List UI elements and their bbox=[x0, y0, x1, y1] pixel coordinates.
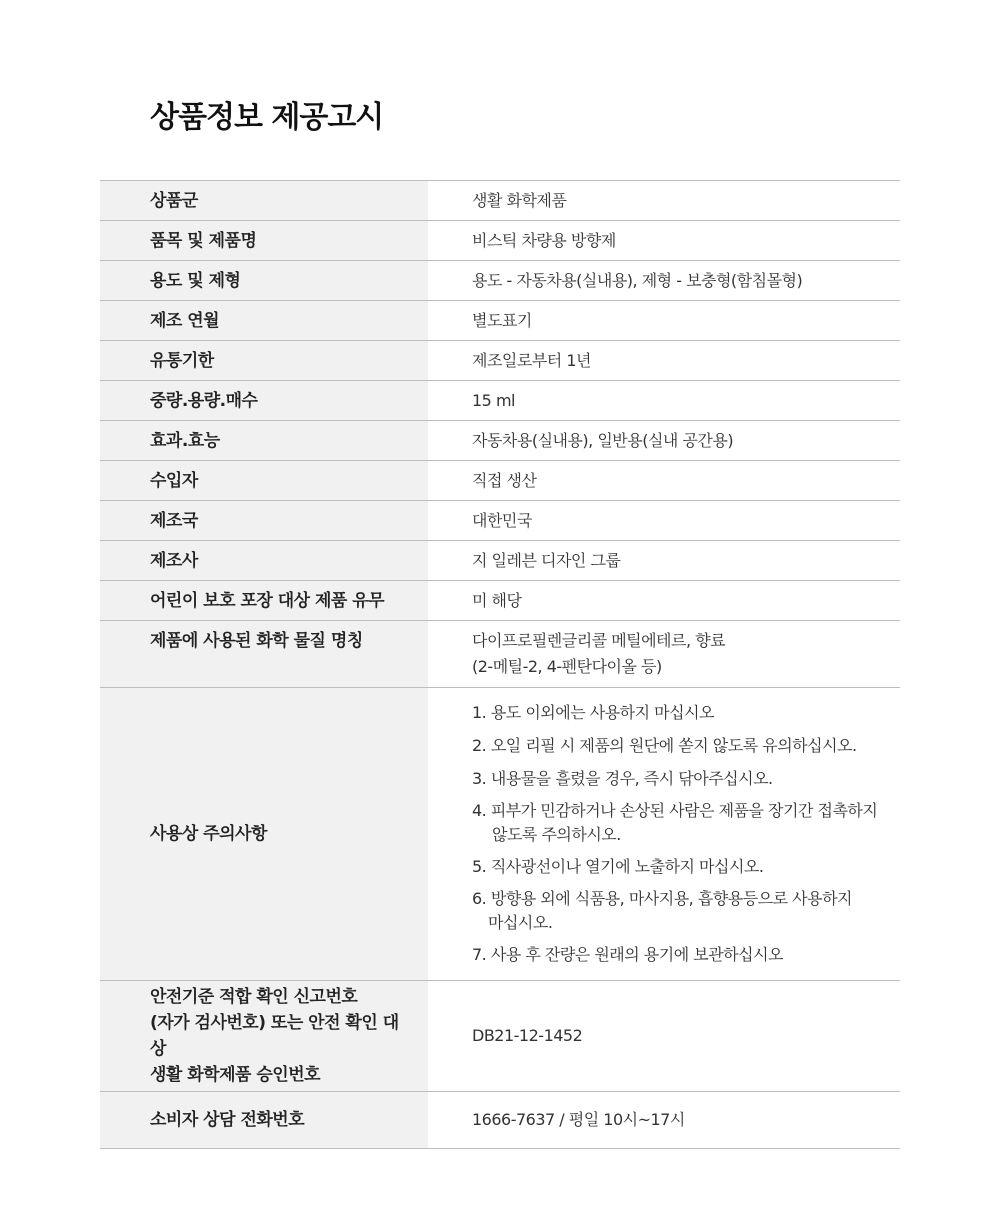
row-value: 1666-7637 / 평일 10시~17시 bbox=[472, 1110, 685, 1129]
row-label: 상품군 bbox=[100, 181, 428, 221]
row-value: 제조일로부터 1년 bbox=[472, 350, 591, 370]
list-item-line: 4. 피부가 민감하거나 손상된 사람은 제품을 장기간 접촉하지 bbox=[472, 801, 878, 820]
row-label: 제조사 bbox=[100, 541, 428, 581]
list-item bbox=[472, 887, 900, 935]
list-item: 2. 오일 리필 시 제품의 원단에 쏟지 않도록 유의하십시오. bbox=[472, 736, 857, 755]
list-item-line: 6. 방향용 외에 식품용, 마사지용, 흡향용등으로 사용하지 bbox=[472, 889, 852, 908]
row-label: 소비자 상담 전화번호 bbox=[100, 1092, 428, 1149]
row-label: 제품에 사용된 화학 물질 명칭 bbox=[100, 621, 428, 688]
chemicals-line: 다이프로필렌글리콜 메틸에테르, 향료 bbox=[472, 631, 726, 650]
table-row-consumer bbox=[100, 1092, 900, 1149]
list-item-line: 않도록 주의하시오. bbox=[492, 825, 621, 844]
row-value: 별도표기 bbox=[472, 310, 532, 330]
table-row-expiry bbox=[100, 341, 900, 381]
row-label: 제조국 bbox=[100, 501, 428, 541]
table-row-category bbox=[100, 181, 900, 221]
row-label bbox=[100, 981, 428, 1092]
row-label: 품목 및 제품명 bbox=[100, 221, 428, 261]
row-label-line: 안전기준 적합 확인 신고번호 bbox=[150, 987, 358, 1007]
table-row-cautions bbox=[100, 688, 900, 981]
list-item bbox=[472, 799, 900, 847]
row-value: 용도 - 자동차용(실내용), 제형 - 보충형(함침몰형) bbox=[472, 270, 803, 290]
table-row-child-packaging bbox=[100, 581, 900, 621]
row-value: 지 일레븐 디자인 그룹 bbox=[472, 550, 621, 570]
row-value: 비스틱 차량용 방향제 bbox=[472, 230, 616, 250]
row-label: 중량.용량.매수 bbox=[100, 381, 428, 421]
page-title: 상품정보 제공고시 bbox=[150, 100, 384, 135]
row-label-line: 생활 화학제품 승인번호 bbox=[150, 1065, 321, 1085]
list-item: 7. 사용 후 잔량은 원래의 용기에 보관하십시오 bbox=[472, 945, 783, 964]
list-item: 3. 내용물을 흘렸을 경우, 즉시 닦아주십시오. bbox=[472, 769, 773, 788]
row-value: 생활 화학제품 bbox=[472, 190, 567, 210]
table-row-chemicals bbox=[100, 621, 900, 688]
row-value: 자동차용(실내용), 일반용(실내 공간용) bbox=[472, 430, 734, 450]
table-row-manufacture-date bbox=[100, 301, 900, 341]
row-value: 대한민국 bbox=[472, 510, 532, 530]
row-label: 제조 연월 bbox=[100, 301, 428, 341]
table-row-safety bbox=[100, 981, 900, 1092]
list-item: 1. 용도 이외에는 사용하지 마십시오 bbox=[472, 703, 714, 722]
row-label: 수입자 bbox=[100, 461, 428, 501]
row-value: 직접 생산 bbox=[472, 470, 537, 490]
table-row-importer bbox=[100, 461, 900, 501]
list-item: 5. 직사광선이나 열기에 노출하지 마십시오. bbox=[472, 857, 764, 876]
row-value: 미 해당 bbox=[472, 590, 522, 610]
list-item-line: 마십시오. bbox=[488, 913, 553, 932]
row-label-line: (자가 검사번호) 또는 안전 확인 대상 bbox=[150, 1013, 399, 1059]
caution-list bbox=[472, 700, 900, 968]
row-value bbox=[428, 621, 900, 688]
chemicals-line: (2-메틸-2, 4-펜탄다이올 등) bbox=[472, 657, 662, 676]
row-label: 어린이 보호 포장 대상 제품 유무 bbox=[100, 581, 428, 621]
row-label: 효과.효능 bbox=[100, 421, 428, 461]
row-value: 15 ml bbox=[472, 390, 515, 410]
table-row-country bbox=[100, 501, 900, 541]
row-label: 유통기한 bbox=[100, 341, 428, 381]
row-value bbox=[428, 688, 900, 981]
table-row-manufacturer bbox=[100, 541, 900, 581]
table-row-usage-form bbox=[100, 261, 900, 301]
table-row-weight bbox=[100, 381, 900, 421]
table-row-product-name bbox=[100, 221, 900, 261]
row-value: DB21-12-1452 bbox=[472, 1026, 583, 1045]
row-label: 사용상 주의사항 bbox=[100, 688, 428, 981]
row-label: 용도 및 제형 bbox=[100, 261, 428, 301]
product-info-table bbox=[100, 180, 900, 1149]
table-row-effect bbox=[100, 421, 900, 461]
